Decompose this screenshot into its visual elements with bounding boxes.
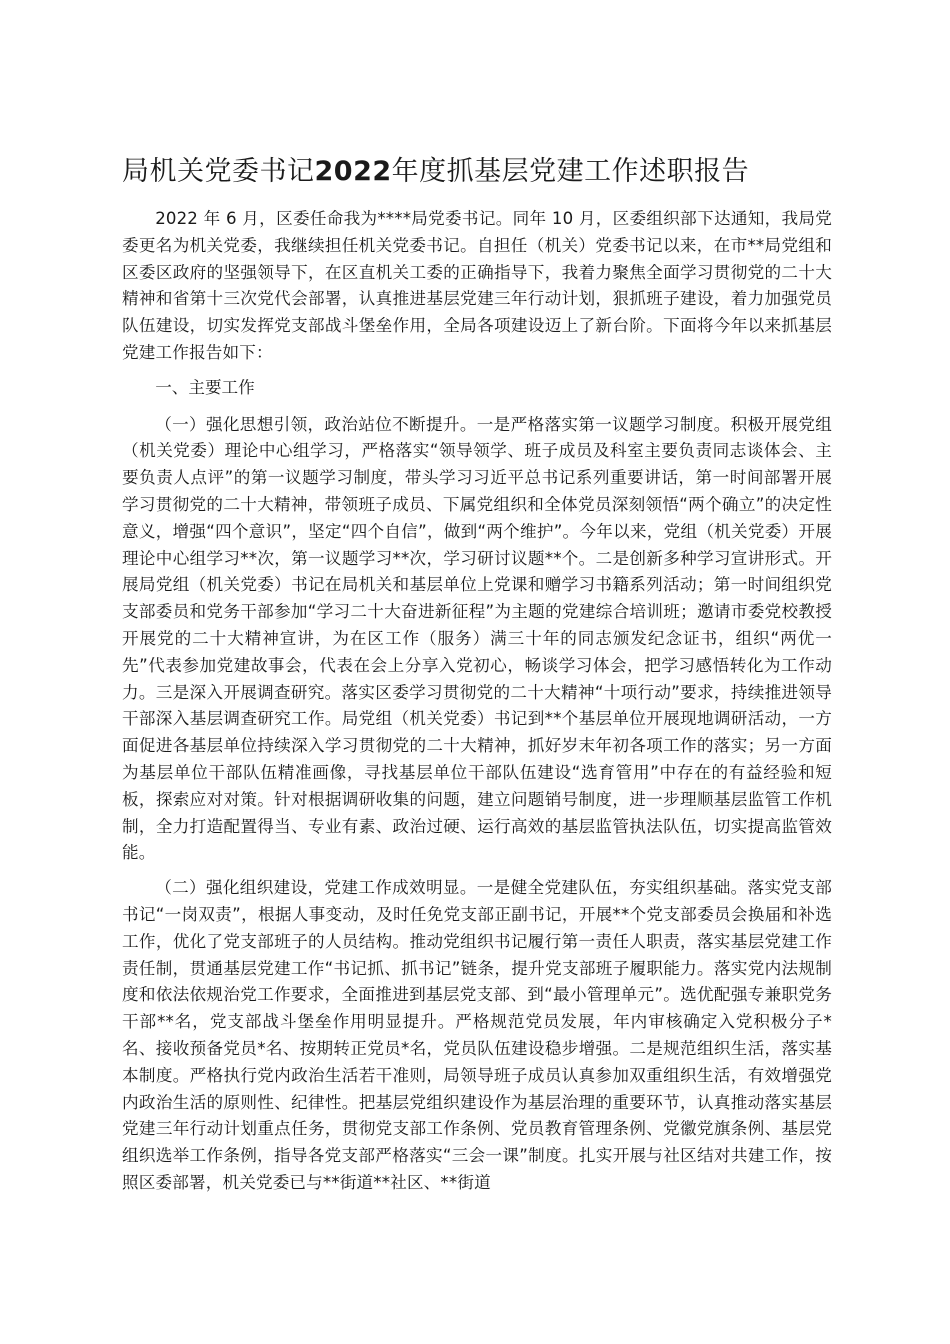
intro-paragraph: 2022 年 6 月，区委任命我为****局党委书记。同年 10 月，区委组织部下达通知，我局党委更名为机关党委，我继续担任机关党委书记。自担任（机关）党委书记以来，在市**局党组和区委区政府的坚强领导下，在区直机关工委的正确指导下，我着力聚焦全面学习贯彻党的二十大精神和省第十三次党代会部署，认真推进基层党建三年行动计划，狠抓班子建设，着力加强党员队伍建设，切实发挥党支部战斗堡垒作用，全局各项建设迈上了新台阶。下面将今年以来抓基层党建工作报告如下：	[122, 209, 832, 362]
section-heading-main-work: 一、主要工作	[155, 377, 255, 397]
title-prefix: 局机关党委书记	[122, 156, 315, 187]
paragraph-ideological-guidance: （一）强化思想引领，政治站位不断提升。一是严格落实第一议题学习制度。积极开展党组（机关党委）理论中心组学习，严格落实“领导领学、班子成员及科室主要负责同志谈体会、主要负责人点评”的第一议题学习制度，带头学习习近平总书记系列重要讲话，第一时间部署开展学习贯彻党的二十大精神，带领班子成员、下属党组织和全体党员深刻领悟“两个确立”的决定性意义，增强“四个意识”，坚定“四个自信”，做到“两个维护”。今年以来，党组（机关党委）开展理论中心组学习**次，第一议题学习**次，学习研讨议题**个。二是创新多种学习宣讲形式。开展局党组（机关党委）书记在局机关和基层单位上党课和赠学习书籍系列活动；第一时间组织党支部委员和党务干部参加“学习二十大奋进新征程”为主题的党建综合培训班；邀请市委党校教授开展党的二十大精神宣讲，为在区工作（服务）满三十年的同志颁发纪念证书，组织“两优一先”代表参加党建故事会，代表在会上分享入党初心，畅谈学习体会，把学习感悟转化为工作动力。三是深入开展调查研究。落实区委学习贯彻党的二十大精神“十项行动”要求，持续推进领导干部深入基层调查研究工作。局党组（机关党委）书记到**个基层单位开展现地调研活动，一方面促进各基层单位持续深入学习贯彻党的二十大精神，抓好岁末年初各项工作的落实；另一方面为基层单位干部队伍精准画像，寻找基层单位干部队伍建设“选育管用”中存在的有益经验和短板，探索应对对策。针对根据调研收集的问题，建立问题销号制度，进一步理顺基层监管工作机制，全力打造配置得当、专业有素、政治过硬、运行高效的基层监管执法队伍，切实提高监管效能。	[122, 414, 832, 863]
paragraph-organization-building: （二）强化组织建设，党建工作成效明显。一是健全党建队伍，夯实组织基础。落实党支部书记“一岗双责”，根据人事变动，及时任免党支部正副书记，开展**个党支部委员会换届和补选工作，优化了党支部班子的人员结构。推动党组织书记履行第一责任人职责，落实基层党建工作责任制，贯通基层党建工作“书记抓、抓书记”链条，提升党支部班子履职能力。落实党内法规制度和依法依规治党工作要求，全面推进到基层党支部、到“最小管理单元”。选优配强专兼职党务干部**名，党支部战斗堡垒作用明显提升。严格规范党员发展，年内审核确定入党积极分子*名、接收预备党员*名、按期转正党员*名，党员队伍建设稳步增强。二是规范组织生活，落实基本制度。严格执行党内政治生活若干准则，局领导班子成员认真参加双重组织生活，有效增强党内政治生活的原则性、纪律性。把基层党组织建设作为基层治理的重要环节，认真推动落实基层党建三年行动计划重点任务，贯彻党支部工作条例、党员教育管理条例、党徽党旗条例、基层党组织选举工作条例，指导各党支部严格落实“三会一课”制度。扎实开展与社区结对共建工作，按照区委部署，机关党委已与**街道**社区、**街道	[122, 878, 832, 1192]
report-title	[122, 152, 832, 192]
title-year: 2022	[314, 156, 392, 187]
report-body	[122, 206, 832, 1197]
title-suffix: 年度抓基层党建工作述职报告	[391, 156, 750, 187]
